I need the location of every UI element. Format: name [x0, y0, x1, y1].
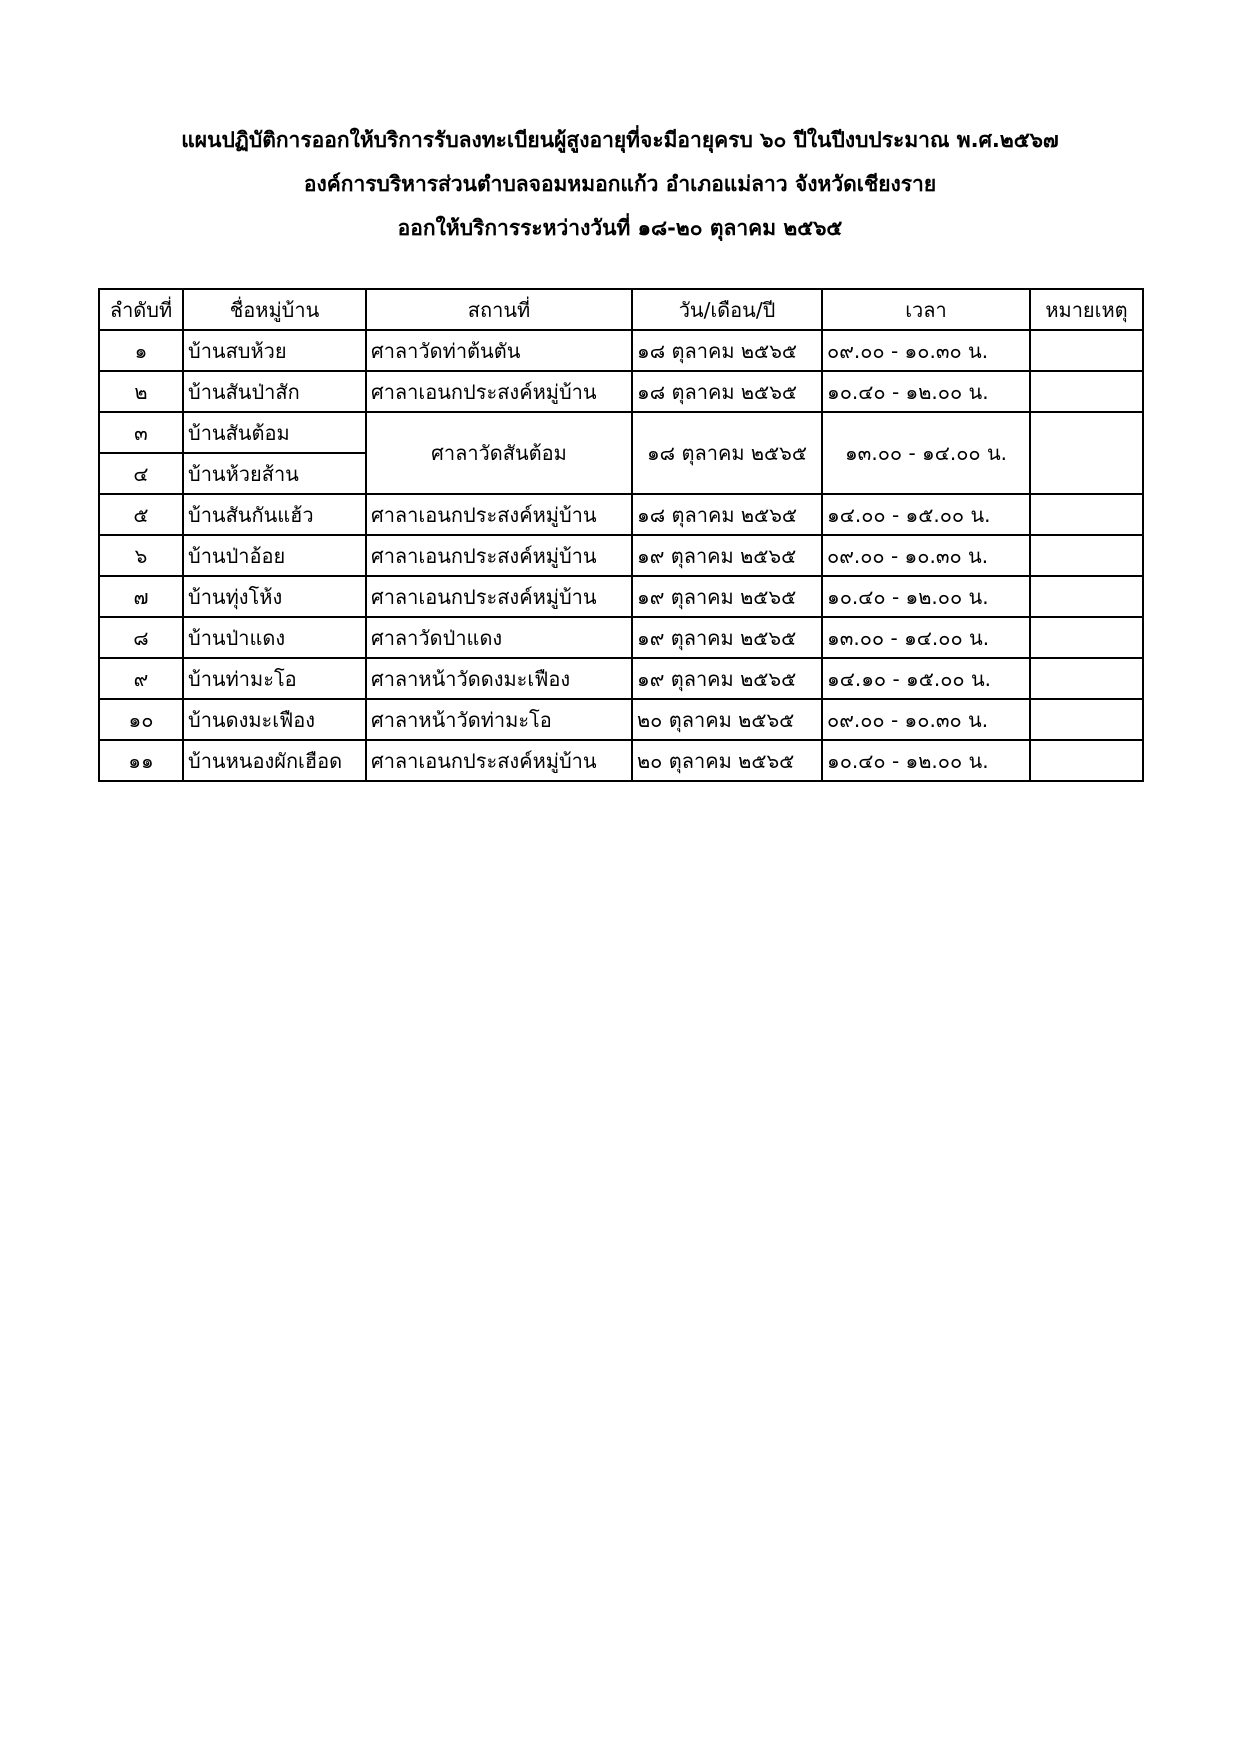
- village-name: บ้านสันป่าสัก: [183, 371, 366, 412]
- table-row: [99, 330, 1143, 371]
- note-cell: [1030, 371, 1143, 412]
- service-date: ๑๙ ตุลาคม ๒๕๖๕: [632, 535, 822, 576]
- service-place: ศาลาเอนกประสงค์หมู่บ้าน: [366, 494, 632, 535]
- village-name: บ้านสันกันแฮ้ว: [183, 494, 366, 535]
- note-cell: [1030, 617, 1143, 658]
- note-cell: [1030, 740, 1143, 781]
- service-place: ศาลาเอนกประสงค์หมู่บ้าน: [366, 535, 632, 576]
- service-date: ๑๙ ตุลาคม ๒๕๖๕: [632, 658, 822, 699]
- column-header-time: เวลา: [822, 289, 1030, 330]
- service-date: ๑๘ ตุลาคม ๒๕๖๕: [632, 494, 822, 535]
- row-number: ๖: [99, 535, 183, 576]
- table-row: [99, 576, 1143, 617]
- row-number: ๕: [99, 494, 183, 535]
- service-date: ๑๘ ตุลาคม ๒๕๖๕: [632, 371, 822, 412]
- schedule-table: [98, 288, 1144, 782]
- note-cell: [1030, 699, 1143, 740]
- service-place: ศาลาเอนกประสงค์หมู่บ้าน: [366, 740, 632, 781]
- service-place: ศาลาหน้าวัดดงมะเฟือง: [366, 658, 632, 699]
- column-header-date: วัน/เดือน/ปี: [632, 289, 822, 330]
- village-name: บ้านดงมะเฟือง: [183, 699, 366, 740]
- row-number: ๓: [99, 412, 183, 453]
- service-place: ศาลาวัดป่าแดง: [366, 617, 632, 658]
- service-time: ๑๐.๔๐ - ๑๒.๐๐ น.: [822, 576, 1030, 617]
- table-row: [99, 740, 1143, 781]
- village-name: บ้านสันต้อม: [183, 412, 366, 453]
- row-number: ๑๑: [99, 740, 183, 781]
- note-cell: [1030, 576, 1143, 617]
- service-date: ๒๐ ตุลาคม ๒๕๖๕: [632, 699, 822, 740]
- service-date: ๒๐ ตุลาคม ๒๕๖๕: [632, 740, 822, 781]
- service-date: ๑๙ ตุลาคม ๒๕๖๕: [632, 617, 822, 658]
- village-name: บ้านหนองผักเฮือด: [183, 740, 366, 781]
- row-number: ๒: [99, 371, 183, 412]
- column-header-place: สถานที่: [366, 289, 632, 330]
- village-name: บ้านทุ่งโห้ง: [183, 576, 366, 617]
- service-place: ศาลาเอนกประสงค์หมู่บ้าน: [366, 371, 632, 412]
- service-time: ๐๙.๐๐ - ๑๐.๓๐ น.: [822, 330, 1030, 371]
- row-number: ๗: [99, 576, 183, 617]
- note-cell: [1030, 494, 1143, 535]
- table-row: [99, 699, 1143, 740]
- title-line-2: องค์การบริหารส่วนตำบลจอมหมอกแก้ว อำเภอแม่ลาว จังหวัดเชียงราย: [303, 172, 937, 196]
- row-number: ๔: [99, 453, 183, 494]
- service-place: ศาลาวัดสันต้อม: [366, 412, 632, 494]
- service-time: ๑๔.๐๐ - ๑๕.๐๐ น.: [822, 494, 1030, 535]
- table-row: [99, 412, 1143, 453]
- note-cell: [1030, 412, 1143, 494]
- title-line-1: แผนปฏิบัติการออกให้บริการรับลงทะเบียนผู้สูงอายุที่จะมีอายุครบ ๖๐ ปีในปีงบประมาณ พ.ศ.๒๕๖๗: [181, 128, 1059, 152]
- service-place: ศาลาเอนกประสงค์หมู่บ้าน: [366, 576, 632, 617]
- service-time: ๑๐.๔๐ - ๑๒.๐๐ น.: [822, 740, 1030, 781]
- document-header: [0, 118, 1240, 250]
- table-header-row: [99, 289, 1143, 330]
- column-header-note: หมายเหตุ: [1030, 289, 1143, 330]
- service-time: ๐๙.๐๐ - ๑๐.๓๐ น.: [822, 535, 1030, 576]
- village-name: บ้านห้วยส้าน: [183, 453, 366, 494]
- row-number: ๑๐: [99, 699, 183, 740]
- table-row: [99, 371, 1143, 412]
- column-header-order: ลำดับที่: [99, 289, 183, 330]
- table-row: [99, 658, 1143, 699]
- village-name: บ้านสบห้วย: [183, 330, 366, 371]
- row-number: ๘: [99, 617, 183, 658]
- service-time: ๑๐.๔๐ - ๑๒.๐๐ น.: [822, 371, 1030, 412]
- note-cell: [1030, 658, 1143, 699]
- note-cell: [1030, 535, 1143, 576]
- service-time: ๑๓.๐๐ - ๑๔.๐๐ น.: [822, 617, 1030, 658]
- row-number: ๙: [99, 658, 183, 699]
- service-place: ศาลาหน้าวัดท่ามะโอ: [366, 699, 632, 740]
- service-time: ๑๔.๑๐ - ๑๕.๐๐ น.: [822, 658, 1030, 699]
- village-name: บ้านป่าอ้อย: [183, 535, 366, 576]
- village-name: บ้านป่าแดง: [183, 617, 366, 658]
- service-time: ๑๓.๐๐ - ๑๔.๐๐ น.: [822, 412, 1030, 494]
- column-header-village: ชื่อหมู่บ้าน: [183, 289, 366, 330]
- table-row: [99, 617, 1143, 658]
- service-time: ๐๙.๐๐ - ๑๐.๓๐ น.: [822, 699, 1030, 740]
- service-date: ๑๘ ตุลาคม ๒๕๖๕: [632, 330, 822, 371]
- table-row: [99, 494, 1143, 535]
- service-date: ๑๘ ตุลาคม ๒๕๖๕: [632, 412, 822, 494]
- row-number: ๑: [99, 330, 183, 371]
- service-place: ศาลาวัดท่าต้นตัน: [366, 330, 632, 371]
- village-name: บ้านท่ามะโอ: [183, 658, 366, 699]
- title-line-3: ออกให้บริการระหว่างวันที่ ๑๘-๒๐ ตุลาคม ๒๕๖๕: [397, 216, 843, 240]
- table-row: [99, 535, 1143, 576]
- service-date: ๑๙ ตุลาคม ๒๕๖๕: [632, 576, 822, 617]
- note-cell: [1030, 330, 1143, 371]
